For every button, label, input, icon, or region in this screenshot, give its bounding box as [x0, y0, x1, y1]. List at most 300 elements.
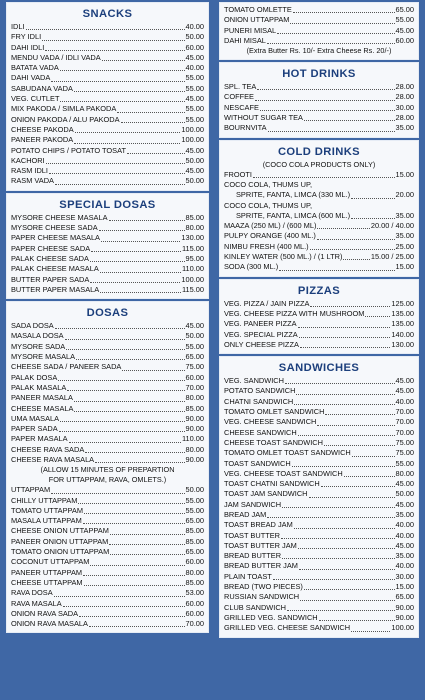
item-name: FROOTI	[224, 169, 252, 179]
menu-item	[224, 572, 414, 582]
item-price: 110.00	[181, 264, 204, 274]
item-name: TOMATO OMLET SANDWICH	[224, 407, 325, 417]
item-name: BREAD BUTTER JAM	[224, 561, 298, 571]
snacks-section	[6, 2, 209, 191]
item-price: 90.00	[395, 612, 414, 622]
menu-item	[11, 414, 204, 424]
item-price: 20.00	[370, 221, 390, 231]
item-price: 50.00	[185, 155, 204, 165]
item-name: MYSORE MASALA	[11, 352, 76, 362]
item-price: 35.00	[395, 551, 414, 561]
item-price: 55.00	[185, 114, 204, 124]
menu-item	[11, 578, 204, 588]
menu-item	[11, 73, 204, 83]
item-name: PAPER CHEESE SADA	[11, 243, 91, 253]
snacks-list	[11, 22, 204, 187]
item-name: POTATO SANDWICH	[224, 386, 296, 396]
leader-dots	[122, 369, 184, 371]
menu-item	[11, 404, 204, 414]
menu-item	[11, 63, 204, 73]
item-price: 28.00	[395, 113, 414, 123]
menu-item	[11, 526, 204, 536]
leader-dots	[78, 502, 184, 504]
menu-item	[224, 561, 414, 571]
item-name: TOMATO ONION UTTAPPAM	[11, 547, 110, 557]
leader-dots	[49, 172, 185, 174]
item-name: PUNERI MISAL	[224, 25, 277, 35]
item-name: RAVA DOSA	[11, 588, 53, 598]
item-name: CHEESE PAKODA	[11, 124, 74, 134]
special-dosas-list	[11, 213, 204, 295]
leader-dots	[292, 465, 395, 467]
menu-item	[224, 231, 414, 241]
menu-item	[11, 455, 204, 465]
left-column	[0, 0, 215, 633]
menu-item	[224, 221, 414, 231]
leader-dots	[58, 379, 184, 381]
item-name: COCONUT UTTAPPAM	[11, 557, 90, 567]
item-name: TOMATO UTTAPPAM	[11, 505, 83, 515]
menu-item	[11, 115, 204, 125]
item-price: 28.00	[395, 92, 414, 102]
menu-item	[224, 340, 414, 350]
item-name: TOAST BREAD JAM	[224, 520, 293, 530]
leader-dots	[351, 217, 394, 219]
item-name: GRILLED VEG. SANDWICH	[224, 612, 318, 622]
menu-item	[224, 211, 414, 221]
item-name: SPL. TEA	[224, 82, 257, 92]
leader-dots	[255, 99, 395, 101]
item-price: 35.00	[395, 123, 414, 133]
leader-dots	[54, 595, 185, 597]
leader-dots	[60, 100, 184, 102]
item-price: 45.00	[185, 145, 204, 155]
item-name: DAHI IDLI	[11, 42, 45, 52]
item-price: 125.00	[391, 298, 414, 308]
item-price: 28.00	[395, 82, 414, 92]
leader-dots	[325, 413, 394, 415]
menu-item	[11, 445, 204, 455]
leader-dots	[76, 358, 184, 360]
menu-item	[11, 619, 204, 629]
item-price: 55.00	[395, 15, 414, 25]
leader-dots	[304, 588, 395, 590]
item-name: DAHI VADA	[11, 73, 51, 83]
item-name: KINLEY WATER (500 ML.) / (1 LTR)	[224, 252, 343, 262]
leader-dots	[55, 327, 185, 329]
menu-item	[224, 5, 414, 15]
item-price: 100.00	[391, 623, 414, 633]
leader-dots	[319, 619, 395, 621]
item-name: PANEER PAKODA	[11, 135, 74, 145]
leader-dots	[83, 522, 185, 524]
menu-item	[11, 233, 204, 243]
menu-item	[224, 613, 414, 623]
item-price: 40.00	[395, 396, 414, 406]
menu-item	[224, 551, 414, 561]
leader-dots	[293, 11, 395, 13]
item-name: KACHORI	[11, 155, 45, 165]
item-price: 115.00	[181, 243, 204, 253]
item-price: 70.00	[185, 382, 204, 392]
item-price: 40.00	[185, 22, 204, 31]
item-price: 15.00	[395, 582, 414, 592]
item-name: JAM SANDWICH	[224, 499, 282, 509]
item-name: DAHI MISAL	[224, 35, 266, 45]
item-price: 45.00	[395, 499, 414, 509]
leader-dots	[257, 88, 394, 90]
menu-item	[11, 53, 204, 63]
item-price: 65.00	[185, 547, 204, 557]
item-name: PALAK DOSA	[11, 372, 58, 382]
menu-item	[11, 223, 204, 233]
menu-item	[224, 36, 414, 46]
item-price: 65.00	[185, 516, 204, 526]
menu-item	[224, 123, 414, 133]
item-name: RUSSIAN SANDWICH	[224, 592, 300, 602]
item-name: ONION UTTAPPAM	[224, 15, 290, 25]
item-price: 80.00	[185, 444, 204, 454]
item-price: 100.00	[181, 274, 204, 284]
menu-item	[11, 166, 204, 176]
item-name: TOAST BUTTER JAM	[224, 540, 297, 550]
item-name: PALAK MASALA	[11, 382, 67, 392]
menu-item	[11, 254, 204, 264]
menu-item	[11, 342, 204, 352]
leader-dots	[290, 22, 394, 24]
leader-dots	[287, 609, 394, 611]
item-name: TOMATO OMLETTE	[224, 5, 292, 14]
leader-dots	[343, 258, 369, 260]
leader-dots	[267, 42, 395, 44]
menu-item	[11, 94, 204, 104]
sandwiches-section	[219, 356, 419, 637]
menu-item	[11, 125, 204, 135]
item-name: VEG. CHEESE SANDWICH	[224, 417, 317, 427]
item-price: 55.00	[185, 73, 204, 83]
menu-item	[11, 285, 204, 295]
hot-drinks-section	[219, 62, 419, 137]
item-name: PAPER MASALA	[11, 434, 68, 444]
menu-item	[224, 510, 414, 520]
item-name: POTATO CHIPS / POTATO TOSAT	[11, 145, 126, 155]
item-price: 65.00	[185, 352, 204, 362]
item-price: 115.00	[181, 284, 204, 294]
item-name: MASALA UTTAPPAM	[11, 516, 82, 526]
item-name: CHEESE MASALA	[11, 403, 74, 413]
item-price: 45.00	[395, 386, 414, 396]
item-price: 45.00	[185, 321, 204, 331]
menu-item	[11, 331, 204, 341]
item-name: VEG. PANEER PIZZA	[224, 319, 297, 329]
item-price: 85.00	[185, 577, 204, 587]
item-price: 140.00	[391, 329, 414, 339]
item-price: 40.00	[395, 530, 414, 540]
leader-dots	[279, 269, 394, 271]
leader-dots	[60, 69, 185, 71]
item-name: SPRITE, FANTA, LIMCA (600 ML.)	[236, 210, 351, 220]
leader-dots	[294, 403, 394, 405]
item-name: ONION RAVA SADA	[11, 608, 79, 618]
item-name: COFFEE	[224, 92, 254, 102]
pizzas-section	[219, 279, 419, 354]
leader-dots	[321, 485, 395, 487]
menu-item	[11, 352, 204, 362]
item-name: BREAD (TWO PIECES)	[224, 582, 303, 592]
item-name: MYSORE CHEESE SADA	[11, 223, 98, 233]
item-price: 45.00	[395, 479, 414, 489]
leader-dots	[309, 496, 395, 498]
item-name: TOAST CHATNI SANDWICH	[224, 479, 320, 489]
sandwiches-list	[224, 376, 414, 633]
menu-item	[11, 424, 204, 434]
item-name: PANEER ONION UTTAPPAM	[11, 536, 109, 546]
leader-dots	[95, 461, 184, 463]
misc-section	[219, 2, 419, 60]
menu-item	[224, 190, 414, 200]
leader-dots	[344, 475, 395, 477]
cold-drinks-title: COLD DRINKS	[277, 145, 361, 158]
leader-dots	[75, 131, 181, 133]
item-name: ONION RAVA MASALA	[11, 619, 88, 629]
menu-item	[11, 393, 204, 403]
item-name: CLUB SANDWICH	[224, 602, 287, 612]
item-price: 53.00	[185, 588, 204, 598]
uttappam-list	[11, 485, 204, 629]
item-price: 25.00	[395, 252, 414, 262]
item-name: PULPY ORANGE (400 ML.)	[224, 231, 316, 241]
item-price: 80.00	[185, 223, 204, 233]
item-price: 45.00	[395, 25, 414, 35]
item-price: 40.00	[395, 561, 414, 571]
leader-dots	[100, 271, 181, 273]
menu-item	[224, 520, 414, 530]
menu-item	[11, 609, 204, 619]
item-price: 70.00	[395, 427, 414, 437]
item-name: MIX PAKODA / SIMLA PAKODA	[11, 104, 117, 114]
item-name: BUTTER PAPER MASALA	[11, 284, 100, 294]
prep-note-line-1: (ALLOW 15 MINUTES OF PREPARTION	[40, 465, 175, 475]
price-separator: /	[389, 252, 396, 262]
item-price: 45.00	[395, 540, 414, 550]
leader-dots	[282, 506, 394, 508]
item-name: BOURNVITA	[224, 123, 267, 133]
menu-item	[224, 252, 414, 262]
item-price: 85.00	[185, 526, 204, 536]
item-price: 130.00	[181, 233, 204, 243]
item-price: 75.00	[395, 437, 414, 447]
leader-dots	[60, 420, 184, 422]
item-name: PLAIN TOAST	[224, 571, 272, 581]
menu-item	[224, 623, 414, 633]
leader-dots	[298, 547, 395, 549]
item-name: FRY IDLI	[11, 32, 42, 42]
item-price: 75.00	[395, 448, 414, 458]
leader-dots	[110, 553, 184, 555]
item-name: PAPER CHEESE MASALA	[11, 233, 100, 243]
menu-item	[224, 82, 414, 92]
leader-dots	[59, 430, 185, 432]
leader-dots	[351, 630, 390, 632]
menu-item	[224, 376, 414, 386]
item-name: MASALA DOSA	[11, 331, 64, 341]
leader-dots	[324, 444, 395, 446]
leader-dots	[299, 568, 395, 570]
snacks-title: SNACKS	[82, 8, 133, 20]
item-name: TOAST SANDWICH	[224, 458, 291, 468]
menu-item	[224, 592, 414, 602]
menu-item	[224, 469, 414, 479]
menu-item	[11, 547, 204, 557]
item-name: PALAK CHEESE SADA	[11, 253, 89, 263]
menu-item	[11, 43, 204, 53]
menu-item	[11, 264, 204, 274]
leader-dots	[90, 281, 180, 283]
leader-dots	[79, 615, 184, 617]
item-price: 130.00	[391, 339, 414, 349]
item-price: 70.00	[395, 417, 414, 427]
item-price: 135.00	[391, 308, 414, 318]
item-name: COCO COLA, THUMS UP,	[224, 200, 313, 210]
leader-dots	[117, 111, 184, 113]
item-price: 50.00	[395, 489, 414, 499]
menu-item	[224, 582, 414, 592]
leader-dots	[273, 578, 395, 580]
item-price: 55.00	[395, 458, 414, 468]
item-price: 65.00	[395, 5, 414, 14]
item-name: ONION PAKODA / ALU PAKODA	[11, 114, 120, 124]
item-name: CHEESE SADA / PANEER SADA	[11, 362, 122, 372]
item-price: 85.00	[185, 403, 204, 413]
leader-dots	[304, 119, 395, 121]
item-name: PANEER UTTAPPAM	[11, 567, 83, 577]
menu-item	[224, 448, 414, 458]
item-price: 60.00	[395, 35, 414, 45]
leader-dots	[66, 348, 184, 350]
sandwiches-title: SANDWICHES	[278, 362, 360, 375]
item-price: 45.00	[395, 376, 414, 386]
item-price: 60.00	[185, 372, 204, 382]
hot-drinks-list	[224, 82, 414, 133]
menu-item	[224, 242, 414, 252]
item-name: TOAST BUTTER	[224, 530, 280, 540]
item-name: CHEESE RAVA SADA	[11, 444, 85, 454]
item-price: 45.00	[185, 94, 204, 104]
menu-item	[224, 428, 414, 438]
leader-dots	[90, 564, 184, 566]
menu-item	[11, 275, 204, 285]
leader-dots	[294, 527, 395, 529]
leader-dots	[83, 574, 184, 576]
leader-dots	[109, 543, 184, 545]
menu-item	[224, 309, 414, 319]
item-price: 55.00	[185, 341, 204, 351]
item-price: 70.00	[395, 407, 414, 417]
leader-dots	[85, 451, 184, 453]
menu-item	[224, 603, 414, 613]
menu-item	[11, 176, 204, 186]
menu-item	[224, 26, 414, 36]
item-name: MENDU VADA / IDLI VADA	[11, 52, 101, 62]
price-separator: /	[389, 221, 396, 231]
leader-dots	[65, 338, 185, 340]
item-name: RASM IDLI	[11, 166, 48, 176]
leader-dots	[268, 130, 395, 132]
menu-item	[224, 170, 414, 180]
prep-note-line-2: FOR UTTAPPAM, RAVA, OMLETS.)	[48, 475, 167, 485]
item-name: BATATA VADA	[11, 63, 59, 73]
leader-dots	[282, 557, 394, 559]
item-name: GRILLED VEG. CHEESE SANDWICH	[224, 623, 351, 633]
item-price: 35.00	[395, 509, 414, 519]
item-name: MAAZA (250 ML) / (600 ML)	[224, 221, 317, 231]
leader-dots	[74, 90, 185, 92]
menu-item	[11, 373, 204, 383]
leader-dots	[63, 605, 185, 607]
item-price: 45.00	[185, 52, 204, 62]
item-price: 20.00	[395, 190, 414, 200]
leader-dots	[277, 32, 394, 34]
item-price: 40.00	[395, 221, 414, 231]
menu-item	[224, 489, 414, 499]
menu-item	[11, 156, 204, 166]
leader-dots	[317, 238, 395, 240]
item-price: 90.00	[185, 424, 204, 434]
misc-list	[224, 5, 414, 46]
item-name: VEG. PIZZA / JAIN PIZZA	[224, 298, 310, 308]
item-price: 90.00	[395, 602, 414, 612]
item-price: 45.00	[185, 166, 204, 176]
menu-item	[224, 459, 414, 469]
menu-item	[11, 22, 204, 32]
leader-dots	[74, 410, 184, 412]
menu-item	[11, 599, 204, 609]
item-name: PANEER MASALA	[11, 393, 73, 403]
right-column	[215, 0, 425, 638]
leader-dots	[298, 326, 391, 328]
item-price: 75.00	[185, 362, 204, 372]
item-name: IDLI	[11, 22, 25, 31]
menu-item	[224, 407, 414, 417]
leader-dots	[310, 248, 395, 250]
leader-dots	[351, 197, 394, 199]
leader-dots	[296, 393, 394, 395]
item-name: BREAD JAM	[224, 509, 267, 519]
item-name: SABUDANA VADA	[11, 83, 73, 93]
item-name: CHEESE UTTAPPAM	[11, 577, 83, 587]
menu-item	[224, 417, 414, 427]
leader-dots	[91, 250, 181, 252]
item-price: 80.00	[185, 567, 204, 577]
leader-dots	[352, 455, 395, 457]
item-price: 15.00	[370, 252, 390, 262]
item-name: BREAD BUTTER	[224, 551, 282, 561]
leader-dots	[365, 315, 390, 317]
leader-dots	[26, 28, 185, 30]
item-name: CHILLY UTTAPPAM	[11, 495, 78, 505]
item-price: 15.00	[395, 262, 414, 272]
menu-item-heading	[224, 201, 414, 211]
menu-item	[11, 32, 204, 42]
menu-item	[11, 244, 204, 254]
menu-item	[11, 496, 204, 506]
item-price: 50.00	[185, 176, 204, 186]
item-price: 65.00	[395, 592, 414, 602]
leader-dots	[74, 400, 185, 402]
item-name: VEG. CHEESE PIZZA WITH MUSHROOM	[224, 308, 365, 318]
leader-dots	[89, 625, 185, 627]
menu-item-heading	[224, 180, 414, 190]
